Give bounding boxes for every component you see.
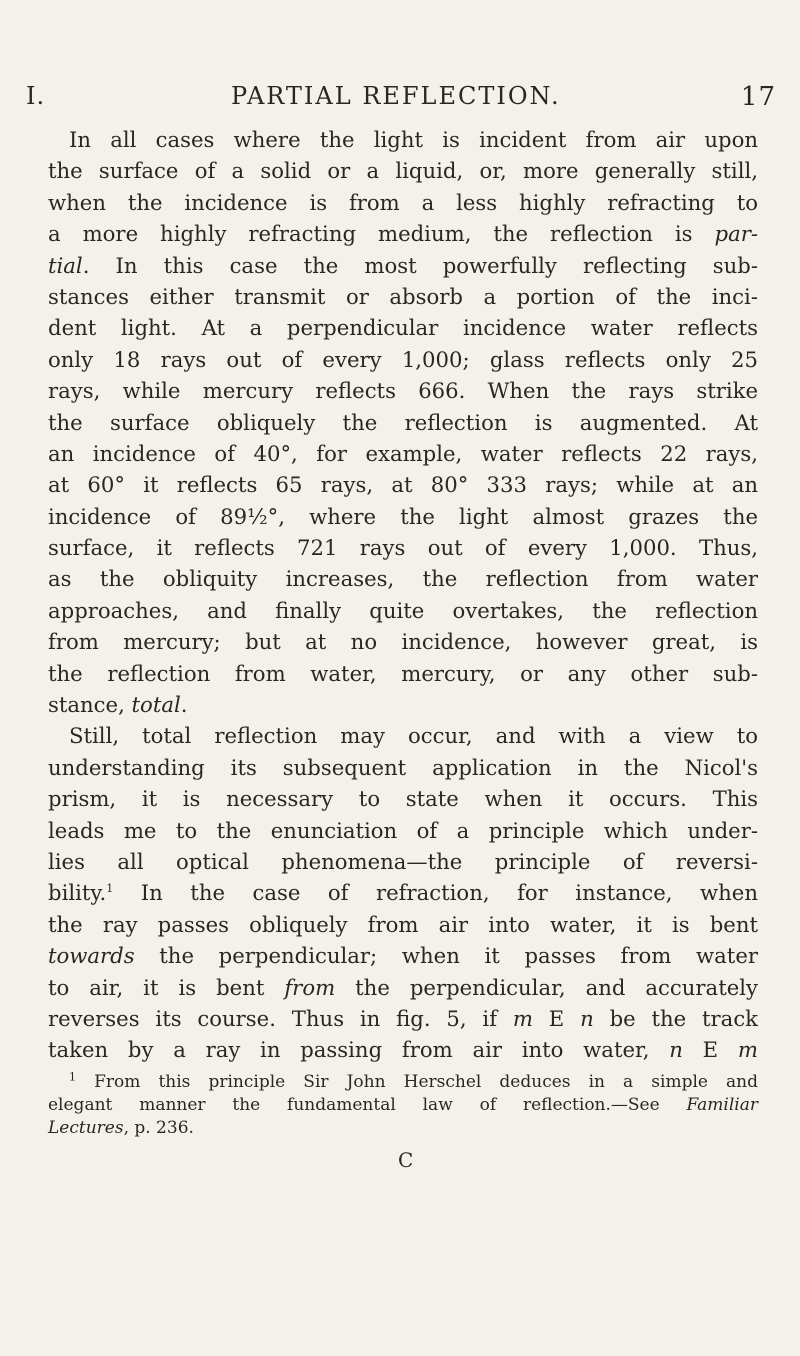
footnote [48,1071,758,1140]
text-line: stance, total. [48,692,188,718]
chapter-numeral: I. [26,82,46,110]
footnote-ref: 1 [106,882,114,896]
text-line: the reflection from water, mercury, or any other sub- [48,660,758,686]
text-line: tial. In this case the most powerfully reflecting sub- [48,252,758,278]
footnote-line: Lectures, p. 236. [48,1118,194,1138]
text-line: leads me to the enunciation of a principle which under- [48,817,758,843]
text-line: In all cases where the light is incident from air upon [69,127,758,152]
text-line: to air, it is bent from the perpendicular, and accurately [48,974,758,1000]
text-line: approaches, and finally quite overtakes, the reflection [48,597,758,623]
text-line: surface, it reflects 721 rays out of every 1,000. Thus, [48,535,758,561]
text-line: towards the perpendicular; when it passes from water [48,943,758,969]
text-line: the surface obliquely the reflection is augmented. At [48,409,758,435]
text-line: at 60° it reflects 65 rays, at 80° 333 rays; while at an [48,472,758,498]
text-line: dent light. At a perpendicular incidence water reflects [48,315,758,341]
text-line: the ray passes obliquely from air into water, it is bent [48,911,758,937]
running-header [26,82,776,116]
text-line: stances either transmit or absorb a portion of the inci- [48,283,758,309]
text-line: prism, it is necessary to state when it occurs. This [48,786,758,812]
footnote-line: $^1$ From this principle Sir John Herschel deduces in a simple and [69,1070,758,1092]
running-title: PARTIAL REFLECTION. [231,82,561,110]
text-line: reverses its course. Thus in fig. 5, if m E n be the track [48,1005,759,1031]
text-line: understanding its subsequent application in the Nicol's [48,754,758,780]
text-line: only 18 rays out of every 1,000; glass reflects only 25 [48,346,758,372]
page-number: 17 [740,82,776,112]
text-line: Still, total reflection may occur, and with a view to [69,723,758,749]
signature-mark: C [398,1148,414,1172]
text-line: lies all optical phenomena—the principle of reversi- [48,848,758,874]
text-line: the surface of a solid or a liquid, or, more generally still, [48,158,758,184]
body-text [48,124,758,1066]
text-line: when the incidence is from a less highly refracting to [48,189,758,215]
text-line: a more highly refracting medium, the reflection is par- [48,221,758,247]
text-line: an incidence of 40°, for example, water reflects 22 rays, [48,440,758,466]
text-line: taken by a ray in passing from air into water, n E m [48,1037,758,1063]
text-line: bility.$^1$ In the case of refraction, for instance, when [48,880,758,906]
text-line: incidence of 89½°, where the light almost grazes the [48,503,758,529]
text-line: from mercury; but at no incidence, however great, is [48,629,758,655]
footnote-line: elegant manner the fundamental law of reflection.—See Familiar [48,1095,758,1115]
text-line: as the obliquity increases, the reflection from water [48,566,758,592]
text-line: rays, while mercury reflects 666. When the rays strike [48,378,758,404]
